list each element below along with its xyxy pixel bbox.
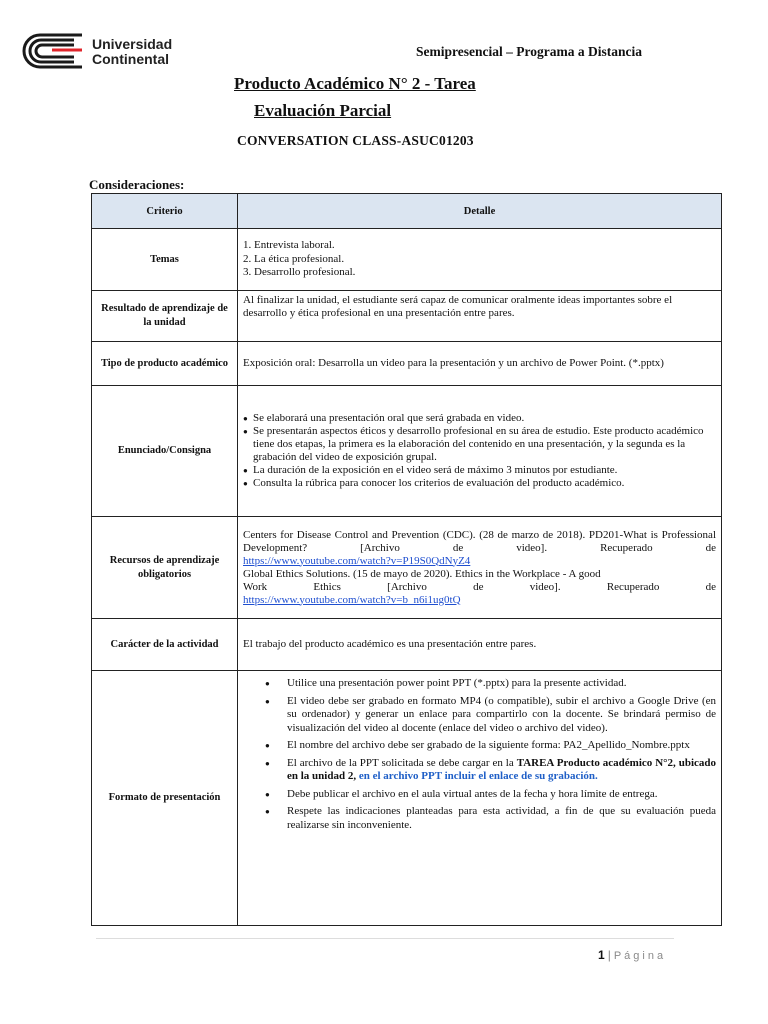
column-header-criterio: Criterio [92,194,238,229]
page-number: 1 [598,948,605,962]
tema-item: 3. Desarrollo profesional. [243,266,356,279]
list-item: ● Consulta la rúbrica para conocer los criterios de evaluación del producto académico. [253,477,716,490]
table-row-temas [92,229,722,291]
list-item: ● Se presentarán aspectos éticos y desarrollo profesional en su área de estudio. Este producto académico tiene dos etapas, la primera es la elaboración del contenido en una presentación, y la segunda es la grabación del video de exposición grupal. [253,425,716,464]
table-row-resultado [92,291,722,342]
formato-item4-highlight: en el archivo PPT incluir el enlace de su grabación. [358,770,598,782]
list-item: ● El nombre del archivo debe ser grabado de la siguiente forma: PA2_Apellido_Nombre.pptx [287,739,716,753]
table-row-caracter [92,619,722,671]
program-subtitle: Semipresencial – Programa a Distancia [416,44,642,59]
list-item [287,757,716,784]
list-item: ● El video debe ser grabado en formato MP4 (o compatible), subir el archivo a Google Drive (en su ordenador) y generar un enlace para compartirlo con la docente. Se brindará permiso de visualización del video al docente (enlace del video o archivo del video). [287,695,716,736]
reference-1: Centers for Disease Control and Prevention (CDC). (28 de marzo de 2018). PD201-What is Professional Development? [Archivo de video]. Recuperado de [243,528,716,554]
list-item: ● Utilice una presentación power point PPT (*.pptx) para la presente actividad. [287,677,716,691]
list-item: ● Debe publicar el archivo en el aula virtual antes de la fecha y hora límite de entrega. [287,788,716,802]
table-row-formato [92,671,722,926]
detalle-tipo: Exposición oral: Desarrolla un video para la presentación y un archivo de Power Point. (*.pptx) [238,342,722,386]
list-item: ● La duración de la exposición en el video será de máximo 3 minutos por estudiante. [253,464,716,477]
criterio-recursos: Recursos de aprendizaje obligatorios [92,517,238,619]
page-label: Página [613,950,667,962]
formato-item4-bold: TAREA Producto académico N°2, ubicado en la unidad 2, [287,756,717,782]
detalle-caracter: El trabajo del producto académico es una presentación entre pares. [238,619,722,671]
detalle-enunciado [238,386,722,517]
document-subtitle: Evaluación Parcial [254,101,392,120]
reference-2-line1: Global Ethics Solutions. (15 de mayo de 2020). Ethics in the Workplace - A good [243,567,601,580]
page-footer [598,948,666,962]
footer-divider [96,938,674,939]
reference-2-line2: Work Ethics [Archivo de video]. Recuperado de [243,580,716,593]
detalle-temas [238,229,722,291]
list-item: ● Se elaborará una presentación oral que será grabada en video. [253,412,716,425]
formato-item4-text: El archivo de la PPT solicitada se debe cargar en la [287,756,514,769]
criterio-temas: Temas [92,229,238,291]
tema-item: 2. La ética profesional. [243,252,345,265]
criterio-tipo: Tipo de producto académico [92,342,238,386]
tema-item: 1. Entrevista laboral. [243,239,335,252]
logo-text-line2: Continental [92,51,169,67]
criterio-enunciado: Enunciado/Consigna [92,386,238,517]
table-row-recursos [92,517,722,619]
criterio-caracter: Carácter de la actividad [92,619,238,671]
detalle-recursos [238,517,722,619]
criterio-formato: Formato de presentación [92,671,238,926]
reference-link-1[interactable]: https://www.youtube.com/watch?v=P19S0QdNyZ4 [243,554,471,567]
reference-link-2[interactable]: https://www.youtube.com/watch?v=b_n6i1ug0tQ [243,593,461,606]
considerations-heading: Consideraciones: [89,177,185,192]
continental-logo-icon [22,30,84,72]
course-name: CONVERSATION CLASS-ASUC01203 [237,133,474,148]
criterio-resultado: Resultado de aprendizaje de la unidad [92,291,238,342]
table-row-enunciado [92,386,722,517]
detalle-formato [238,671,722,926]
logo-text-line1: Universidad [92,36,173,52]
table-header-row [92,194,722,229]
document-title: Producto Académico N° 2 - Tarea [234,74,476,93]
list-item: ● Respete las indicaciones planteadas para esta actividad, a fin de que su evaluación pueda realizarse sin inconveniente. [287,805,716,832]
university-logo [22,30,192,72]
table-row-tipo [92,342,722,386]
considerations-table [91,193,722,926]
column-header-detalle: Detalle [238,194,722,229]
detalle-resultado: Al finalizar la unidad, el estudiante será capaz de comunicar oralmente ideas importantes sobre el desarrollo y ética profesional en una presentación entre pares. [238,291,722,342]
footer-separator: | [607,948,611,962]
